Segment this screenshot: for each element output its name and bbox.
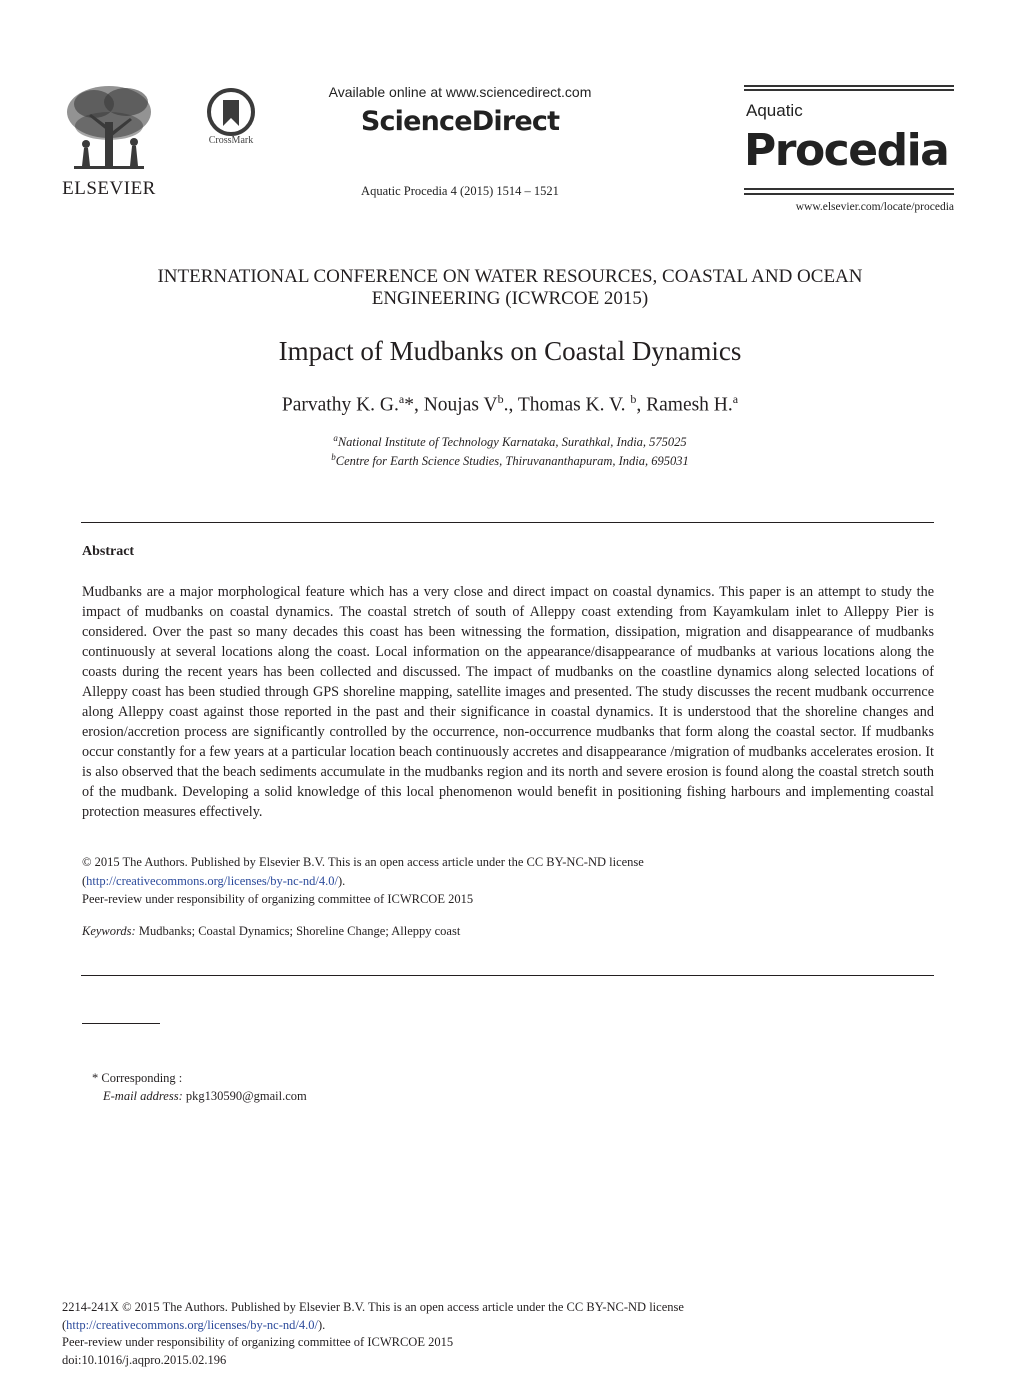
bottom-peer-review: Peer-review under responsibility of organizing committee of ICWRCOE 2015 <box>62 1335 454 1349</box>
doi[interactable]: doi:10.1016/j.aqpro.2015.02.196 <box>62 1352 227 1367</box>
affiliation-text: National Institute of Technology Karnataka, Surathkal, India, 575025 <box>337 435 687 450</box>
author-affil-sup: b <box>630 392 637 406</box>
peer-review-line: Peer-review under responsibility of organizing committee of ICWRCOE 2015 <box>82 892 474 906</box>
license-link[interactable]: http://creativecommons.org/licenses/by-nc-nd/4.0/ <box>86 873 338 888</box>
procedia-bottom-bar <box>744 188 954 190</box>
procedia-aquatic-text: Aquatic <box>746 101 803 120</box>
author-affil-sup: a <box>732 392 739 406</box>
email-address[interactable]: pkg130590@gmail.com <box>185 1089 307 1103</box>
copyright-line: © 2015 The Authors. Published by Elsevier B.V. This is an open access article under the CC BY-NC-ND license <box>82 855 644 869</box>
author-name: Noujas V <box>423 394 498 416</box>
copyright-link-line: (http://creativecommons.org/licenses/by-nc-nd/4.0/). <box>82 873 346 888</box>
procedia-top-bar <box>744 85 954 87</box>
email-line <box>103 1089 307 1104</box>
author-affil-sup: a <box>398 392 405 406</box>
crossmark-label: CrossMark <box>208 135 254 146</box>
copyright-notice <box>82 853 934 909</box>
author-name: Parvathy K. G. <box>281 394 399 416</box>
conference-line-2: ENGINEERING (ICWRCOE 2015) <box>371 288 649 309</box>
procedia-top-bar-2 <box>744 89 954 91</box>
license-link-line: (http://creativecommons.org/licenses/by-nc-nd/4.0/). <box>62 1317 326 1332</box>
abstract-heading: Abstract <box>82 544 135 559</box>
affiliation-sup: b <box>331 452 336 462</box>
sciencedirect-logo: ScienceDirect <box>360 106 560 137</box>
author-name: Thomas K. V. <box>517 394 631 416</box>
procedia-wordmark: Procedia <box>744 125 949 176</box>
corresponding-note: * Corresponding : <box>92 1071 183 1085</box>
procedia-url[interactable]: www.elsevier.com/locate/procedia <box>795 201 954 213</box>
keywords-list: Mudbanks; Coastal Dynamics; Shoreline Change; Alleppy coast <box>138 924 461 938</box>
journal-reference: Aquatic Procedia 4 (2015) 1514 – 1521 <box>361 184 559 198</box>
affiliation-text: Centre for Earth Science Studies, Thiruvananthapuram, India, 695031 <box>335 454 689 469</box>
procedia-bottom-bar-2 <box>744 193 954 195</box>
footnote-rule <box>82 1023 160 1024</box>
keywords <box>82 924 934 939</box>
author-sep: , <box>636 394 647 416</box>
conference-line-1: INTERNATIONAL CONFERENCE ON WATER RESOURCES, COASTAL AND OCEAN <box>157 266 863 287</box>
affiliation-a <box>70 433 950 450</box>
author-sep: *, <box>404 394 424 416</box>
affiliation-b <box>70 452 950 469</box>
affiliation-sup: a <box>333 433 338 443</box>
paper-title: Impact of Mudbanks on Coastal Dynamics <box>278 336 742 366</box>
email-label: E-mail address: <box>103 1089 183 1103</box>
issn-line: 2214-241X © 2015 The Authors. Published by Elsevier B.V. This is an open access article under the CC BY-NC-ND license <box>62 1300 684 1314</box>
author-sep: ., <box>503 394 518 416</box>
procedia-logo <box>744 85 954 215</box>
elsevier-wordmark: ELSEVIER <box>62 178 156 199</box>
available-online-text: Available online at www.sciencedirect.com <box>328 84 592 100</box>
abstract-body: Mudbanks are a major morphological feature which has a very close and direct impact on coastal dynamics. This paper is an attempt to study the impact of mudbanks on coastal dynamics. The coastal stretch of south of Alleppy coast extending from Kayamkulam inlet to Alleppy Pier is considered. Over the past so many decades this coast has been witnessing the formation, dissipation, migration and disappearance of mudbanks continuously at several locations along the coast. Local information on the appearance/disappearance of mudbanks at various locations along the coasts during the recent years has been collected and discussed. The impact of mudbanks on the coastline dynamics along selected locations of Alleppy coast has been studied through GPS shoreline mapping, satellite images and presented. The study discusses the recent mudbank occurrence along Alleppy coast against those reported in the past and their significance in coastal dynamics. It is understood that the shoreline changes and erosion/accretion process are significantly controlled by the occurrence, non-occurrence mudbanks that form along the coastal sector. If mudbanks occur constantly for a few years at a particular location beach continuously accretes and disappearance /migration of mudbanks accelerates erosion. It is also observed that the beach sediments accumulate in the mudbanks region and its north and severe erosion is found along the coastal stretch south of the mudbank. Developing a solid knowledge of this local phenomenon would benefit in positioning fishing harbours and implementing coastal protection measures effectively. <box>82 584 934 820</box>
abstract-bottom-rule <box>81 975 934 976</box>
bottom-publication-info <box>62 1299 962 1369</box>
author-name: Ramesh H. <box>646 394 733 416</box>
keywords-label: Keywords: <box>82 924 136 938</box>
author-affil-sup: b <box>497 392 504 406</box>
bottom-license-link[interactable]: http://creativecommons.org/licenses/by-nc-nd/4.0/ <box>66 1317 318 1332</box>
conference-name <box>70 266 950 310</box>
author-list <box>70 392 950 417</box>
abstract-top-rule <box>81 522 934 523</box>
